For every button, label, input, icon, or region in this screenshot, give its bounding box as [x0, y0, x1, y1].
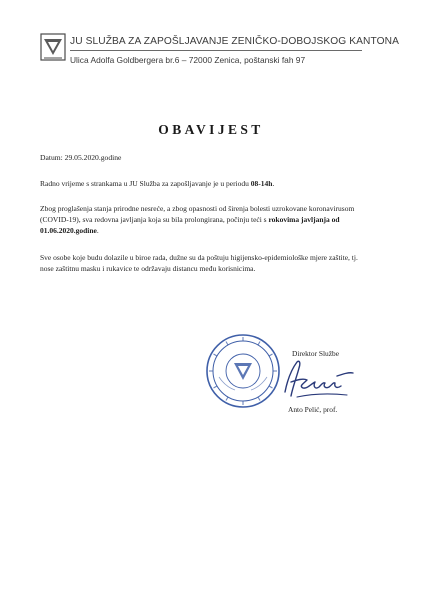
working-hours-paragraph: Radno vrijeme s strankama u JU Služba za zapošljavanje je u periodu 08-14h. — [40, 179, 275, 188]
header-divider — [70, 50, 362, 51]
working-hours-bold: 08-14h — [250, 179, 273, 188]
document-title: OBAVIJEST — [158, 122, 264, 137]
working-hours-text: Radno vrijeme s strankama u JU Služba za zapošljavanje je u periodu — [40, 179, 251, 188]
handwritten-signature-icon — [277, 352, 357, 402]
organization-logo-icon — [40, 33, 66, 61]
organization-name: JU SLUŽBA ZA ZAPOŠLJAVANJE ZENIČKO-DOBOJSKOG KANTONA — [70, 36, 400, 47]
reporting-deadline-bold: rokovima javljanja od 01.06.2020.godine — [40, 215, 340, 235]
signer-title: Direktor Službe — [292, 349, 339, 358]
official-stamp-icon — [205, 333, 281, 409]
signer-name: Anto Pelić, prof. — [288, 405, 338, 414]
organization-address: Ulica Adolfa Goldbergera br.6 – 72000 Zenica, poštanski fah 97 — [70, 55, 306, 65]
document-date: Datum: 29.05.2020.godine — [40, 153, 122, 162]
covid-notice-text: Zbog proglašenja stanja prirodne nesreće, a zbog opasnosti od širenja bolesti uzrokovane koronavirusom (COVID-19), sva redovna javljanja koja su bila prolongirana, počinju teći s — [40, 204, 355, 224]
safety-measures-paragraph: Sve osobe koje budu dolazile u biroe rada, dužne su da poštuju higijensko-epidemiološke mjere zaštite, tj. nose zaštitnu masku i rukavice te održavaju distancu među korisnicima. — [40, 253, 358, 273]
covid-notice-paragraph: Zbog proglašenja stanja prirodne nesreće, a zbog opasnosti od širenja bolesti uzrokovane koronavirusom (COVID-19), sva redovna javljanja koja su bila prolongirana, počinju teći s rokovima javljanja od 01.06.2020.godine. — [40, 204, 355, 235]
